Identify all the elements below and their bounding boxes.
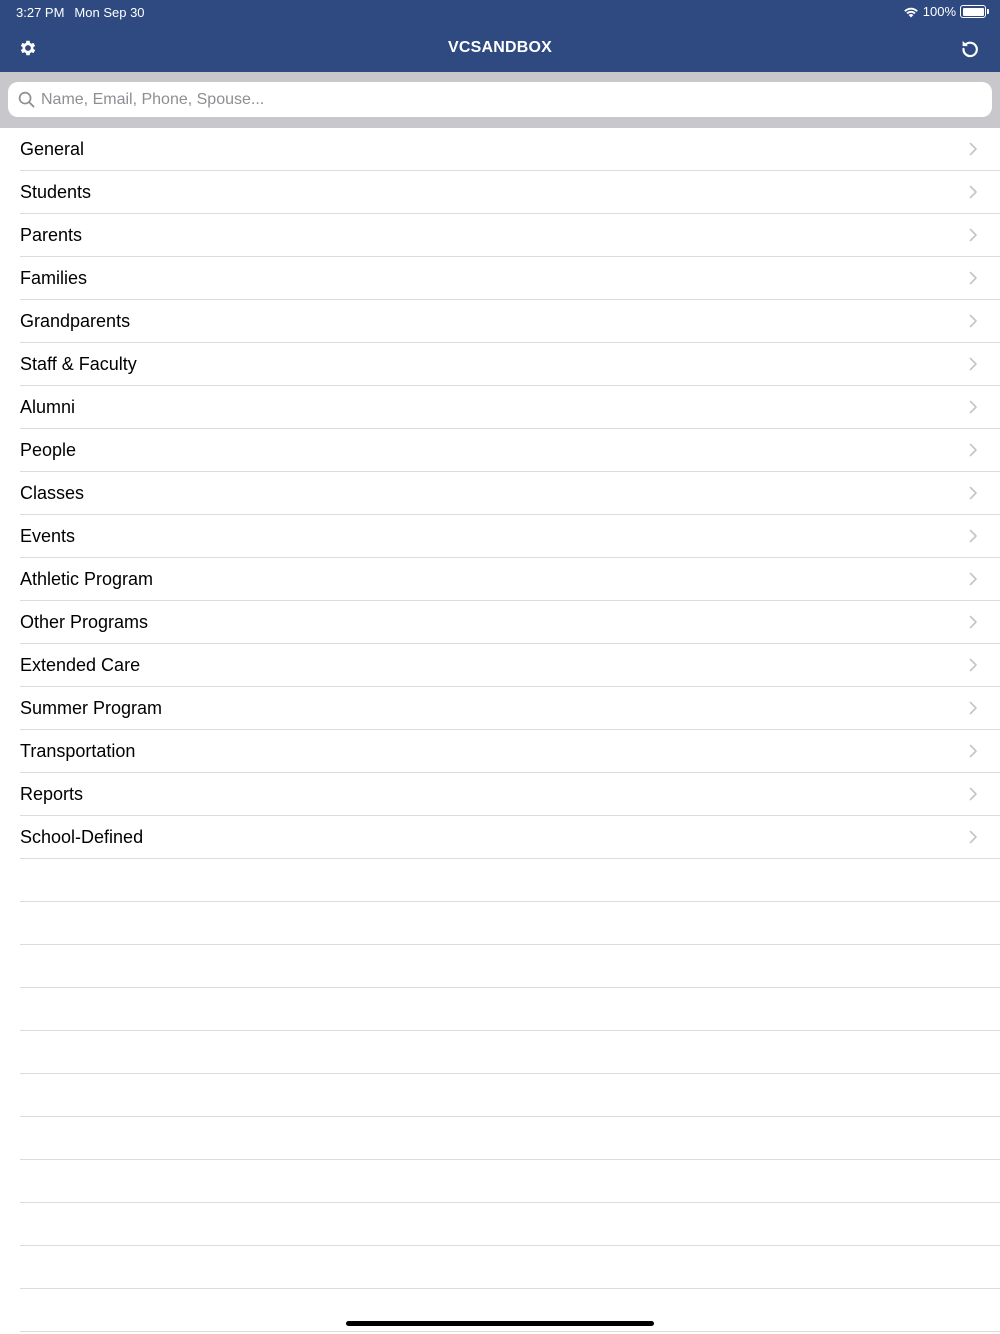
chevron-right-icon [969, 830, 978, 844]
status-time: 3:27 PM [16, 5, 65, 20]
home-indicator[interactable] [346, 1321, 654, 1326]
search-icon [18, 91, 35, 108]
chevron-right-icon [969, 185, 978, 199]
empty-row [0, 1031, 1000, 1074]
battery-icon [960, 5, 986, 18]
menu-item-grandparents[interactable] [0, 300, 1000, 343]
menu-item-label: Summer Program [20, 698, 163, 718]
menu-item-label: Families [20, 268, 88, 288]
page-title: VCSANDBOX [447, 39, 553, 56]
menu-item-label: Grandparents [20, 311, 131, 331]
menu-item-people[interactable] [0, 429, 1000, 472]
chevron-right-icon [969, 443, 978, 457]
menu-item-label: Parents [20, 225, 83, 245]
menu-item-parents[interactable] [0, 214, 1000, 257]
wifi-icon [903, 5, 919, 19]
menu-item-label: Staff & Faculty [20, 354, 137, 374]
menu-item-label: Other Programs [20, 612, 149, 632]
menu-item-general[interactable] [0, 128, 1000, 171]
chevron-right-icon [969, 400, 978, 414]
refresh-button[interactable] [958, 36, 982, 60]
menu-item-label: Extended Care [20, 655, 141, 675]
menu-item-events[interactable] [0, 515, 1000, 558]
menu-item-label: Students [20, 182, 92, 202]
chevron-right-icon [969, 658, 978, 672]
category-menu-list [0, 128, 1000, 859]
empty-row [0, 1246, 1000, 1289]
battery-percentage: 100% [922, 4, 956, 19]
app-header [0, 0, 1000, 72]
chevron-right-icon [969, 314, 978, 328]
menu-item-students[interactable] [0, 171, 1000, 214]
menu-item-label: School-Defined [20, 827, 144, 847]
search-bar [0, 72, 1000, 128]
menu-item-families[interactable] [0, 257, 1000, 300]
chevron-right-icon [969, 701, 978, 715]
empty-row [0, 945, 1000, 988]
menu-item-label: Reports [20, 784, 84, 804]
status-bar-left [16, 5, 145, 20]
menu-item-classes[interactable] [0, 472, 1000, 515]
empty-row [0, 1074, 1000, 1117]
status-bar-right [903, 4, 986, 19]
menu-item-extended-care[interactable] [0, 644, 1000, 687]
menu-item-label: Events [20, 526, 76, 546]
menu-item-other-programs[interactable] [0, 601, 1000, 644]
menu-item-label: General [20, 139, 85, 159]
chevron-right-icon [969, 228, 978, 242]
menu-item-transportation[interactable] [0, 730, 1000, 773]
status-date: Mon Sep 30 [74, 5, 145, 20]
empty-row [0, 859, 1000, 902]
chevron-right-icon [969, 744, 978, 758]
chevron-right-icon [969, 271, 978, 285]
menu-item-label: Athletic Program [20, 569, 154, 589]
empty-row [0, 1160, 1000, 1203]
empty-row [0, 902, 1000, 945]
chevron-right-icon [969, 615, 978, 629]
search-input[interactable] [41, 91, 941, 109]
menu-item-label: Alumni [20, 397, 76, 417]
chevron-right-icon [969, 357, 978, 371]
menu-item-label: Classes [20, 483, 85, 503]
search-field[interactable] [8, 82, 992, 117]
chevron-right-icon [969, 572, 978, 586]
empty-row [0, 1117, 1000, 1160]
empty-list-rows [0, 859, 1000, 1332]
menu-item-staff-faculty[interactable] [0, 343, 1000, 386]
menu-item-reports[interactable] [0, 773, 1000, 816]
menu-item-label: People [20, 440, 77, 460]
empty-row [0, 988, 1000, 1031]
chevron-right-icon [969, 529, 978, 543]
menu-item-alumni[interactable] [0, 386, 1000, 429]
refresh-icon [960, 38, 980, 58]
empty-row [0, 1203, 1000, 1246]
chevron-right-icon [969, 486, 978, 500]
menu-item-label: Transportation [20, 741, 136, 761]
menu-item-school-defined[interactable] [0, 816, 1000, 859]
chevron-right-icon [969, 142, 978, 156]
chevron-right-icon [969, 787, 978, 801]
menu-item-summer-program[interactable] [0, 687, 1000, 730]
menu-item-athletic-program[interactable] [0, 558, 1000, 601]
